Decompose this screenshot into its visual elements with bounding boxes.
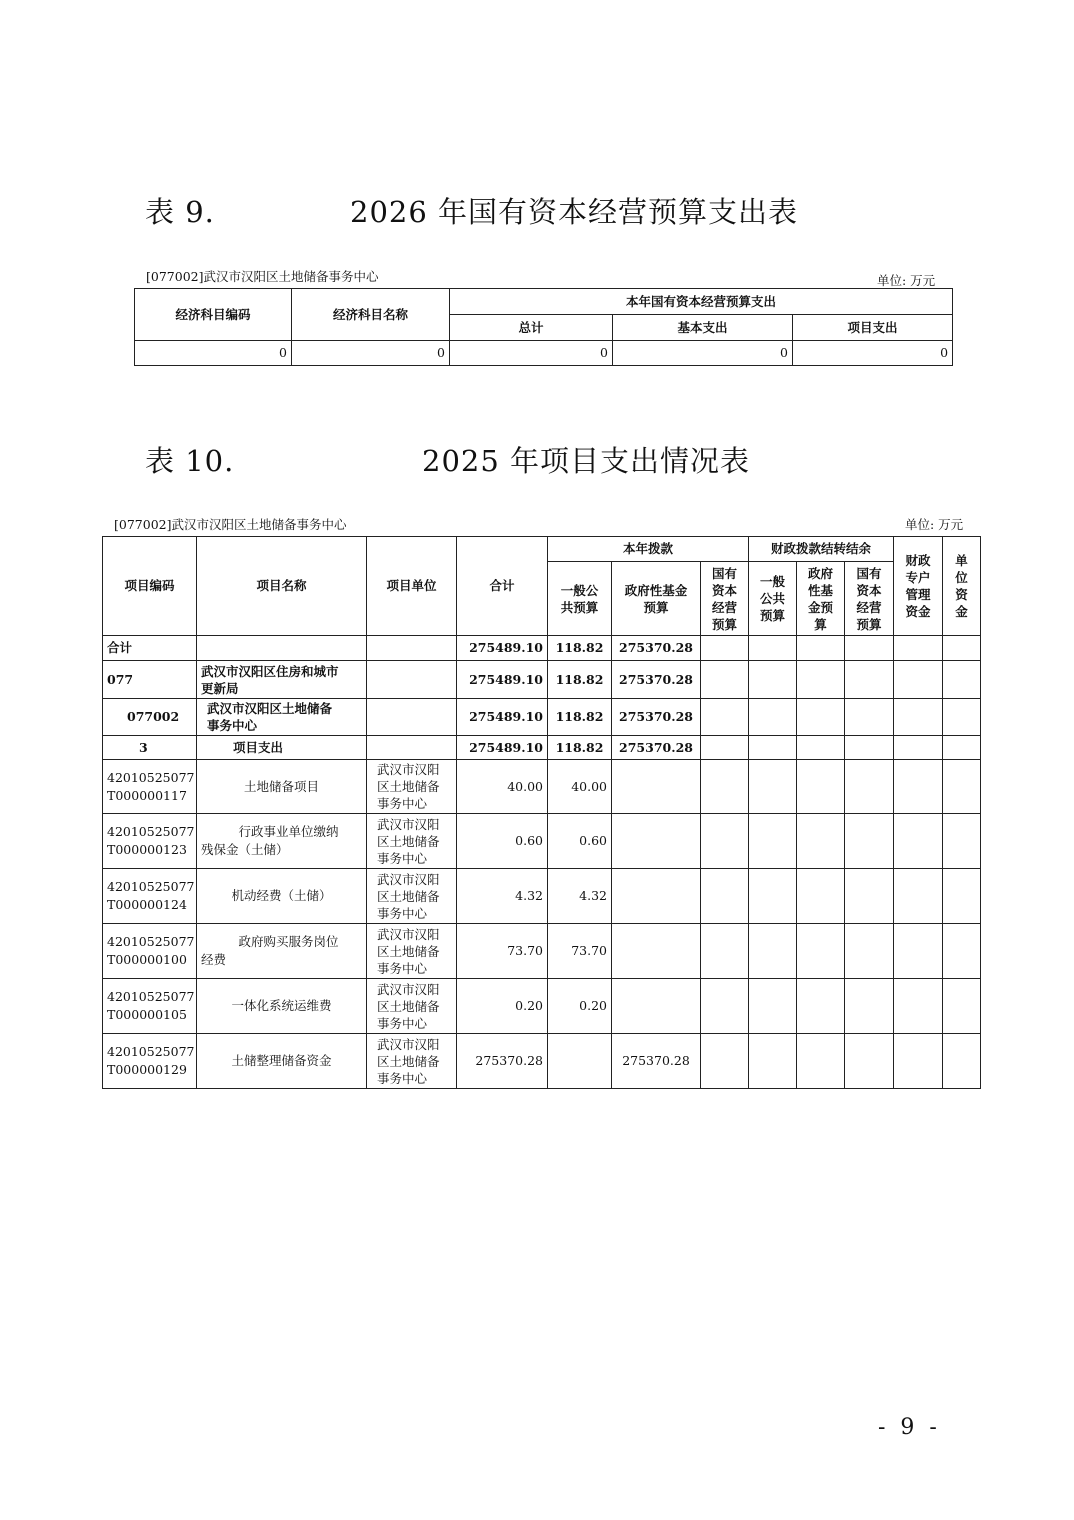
t10-header-g2-general: 一般 公共 预算 [749, 562, 797, 636]
t10-general: 0.20 [548, 979, 612, 1034]
table10 [102, 536, 981, 1089]
t9-cell: 0 [450, 341, 613, 366]
t10-unit: 武汉市汉阳 区土地储备 事务中心 [367, 924, 457, 979]
t10-code: 42010525077 T000000129 [103, 1034, 197, 1089]
t10-unit: 武汉市汉阳 区土地储备 事务中心 [367, 760, 457, 814]
t10-total: 4.32 [457, 869, 548, 924]
t10-header-name: 项目名称 [197, 537, 367, 636]
t10-name: 政府购买服务岗位 经费 [197, 924, 367, 979]
t9-header-group: 本年国有资本经营预算支出 [450, 289, 953, 315]
t10-fund [612, 924, 701, 979]
t9-cell: 0 [292, 341, 450, 366]
t10-header-unit: 项目单位 [367, 537, 457, 636]
table9-label: 表 9. [145, 195, 215, 229]
table-row [103, 979, 981, 1034]
t10-header-own: 单 位 资 金 [943, 537, 981, 636]
t10-name: 行政事业单位缴纳 残保金（土储） [197, 814, 367, 869]
table10-unit-org: [077002]武汉市汉阳区土地储备事务中心 [114, 517, 347, 532]
t9-cell: 0 [793, 341, 953, 366]
t10-name [197, 636, 367, 661]
t10-name: 土地储备项目 [197, 760, 367, 814]
t10-general: 0.60 [548, 814, 612, 869]
t10-name: 武汉市汉阳区住房和城市 更新局 [197, 661, 367, 699]
t10-general: 118.82 [548, 661, 612, 699]
table10-label: 表 10. [145, 444, 235, 478]
t10-name: 武汉市汉阳区土地储备 事务中心 [197, 699, 367, 736]
t10-unit: 武汉市汉阳 区土地储备 事务中心 [367, 979, 457, 1034]
t10-name: 机动经费（土储） [197, 869, 367, 924]
t10-code: 3 [103, 736, 197, 760]
t9-cell: 0 [135, 341, 292, 366]
table-row [103, 636, 981, 661]
t10-fund [612, 760, 701, 814]
t10-general: 40.00 [548, 760, 612, 814]
page-number: - 9 - [878, 1415, 941, 1440]
t10-header-code: 项目编码 [103, 537, 197, 636]
t10-header-group1: 本年拨款 [548, 537, 749, 562]
t10-header-special: 财政 专户 管理 资金 [894, 537, 943, 636]
table10-title: 2025 年项目支出情况表 [422, 444, 751, 478]
t10-fund: 275370.28 [612, 661, 701, 699]
t10-name: 一体化系统运维费 [197, 979, 367, 1034]
t10-unit [367, 661, 457, 699]
t10-fund [612, 979, 701, 1034]
table9 [134, 288, 953, 366]
t10-general: 4.32 [548, 869, 612, 924]
t10-code: 42010525077 T000000124 [103, 869, 197, 924]
t10-code: 42010525077 T000000123 [103, 814, 197, 869]
t9-header-code: 经济科目编码 [135, 289, 292, 341]
t10-unit [367, 699, 457, 736]
table-row [103, 869, 981, 924]
table-row [103, 924, 981, 979]
table9-unit-org: [077002]武汉市汉阳区土地储备事务中心 [146, 269, 379, 284]
t9-header-total: 总计 [450, 315, 613, 341]
t10-header-g1-fund: 政府性基金 预算 [612, 562, 701, 636]
table-row [103, 699, 981, 736]
t10-total: 73.70 [457, 924, 548, 979]
table-row [103, 1034, 981, 1089]
table-row [103, 661, 981, 699]
t10-fund [612, 869, 701, 924]
t10-general: 118.82 [548, 699, 612, 736]
t10-code: 合计 [103, 636, 197, 661]
t10-total: 275489.10 [457, 699, 548, 736]
t10-total: 275489.10 [457, 661, 548, 699]
t10-unit: 武汉市汉阳 区土地储备 事务中心 [367, 814, 457, 869]
t10-unit [367, 736, 457, 760]
table-row [103, 814, 981, 869]
t9-cell: 0 [613, 341, 793, 366]
t10-code: 42010525077 T000000100 [103, 924, 197, 979]
t10-total: 275370.28 [457, 1034, 548, 1089]
t10-name: 项目支出 [197, 736, 367, 760]
t10-fund: 275370.28 [612, 699, 701, 736]
table10-unit: 单位: 万元 [905, 517, 964, 532]
t10-fund [612, 814, 701, 869]
t9-header-name: 经济科目名称 [292, 289, 450, 341]
t9-header-project: 项目支出 [793, 315, 953, 341]
t10-unit: 武汉市汉阳 区土地储备 事务中心 [367, 1034, 457, 1089]
t10-code: 42010525077 T000000105 [103, 979, 197, 1034]
t10-header-g2-fund: 政府 性基 金预 算 [797, 562, 845, 636]
t10-fund: 275370.28 [612, 736, 701, 760]
t10-header-total: 合计 [457, 537, 548, 636]
t10-code: 42010525077 T000000117 [103, 760, 197, 814]
t10-fund: 275370.28 [612, 636, 701, 661]
t10-total: 40.00 [457, 760, 548, 814]
table9-title: 2026 年国有资本经营预算支出表 [350, 195, 799, 229]
t10-general: 73.70 [548, 924, 612, 979]
t10-header-g1-state: 国有 资本 经营 预算 [701, 562, 749, 636]
t10-unit: 武汉市汉阳 区土地储备 事务中心 [367, 869, 457, 924]
t10-general: 118.82 [548, 736, 612, 760]
t10-general: 118.82 [548, 636, 612, 661]
t10-total: 275489.10 [457, 736, 548, 760]
table-row [103, 736, 981, 760]
t10-code: 077 [103, 661, 197, 699]
table9-unit: 单位: 万元 [877, 273, 936, 288]
t10-total: 275489.10 [457, 636, 548, 661]
t10-total: 0.60 [457, 814, 548, 869]
t10-general [548, 1034, 612, 1089]
t10-unit [367, 636, 457, 661]
table-row [135, 341, 953, 366]
t10-code: 077002 [103, 699, 197, 736]
t10-header-group2: 财政拨款结转结余 [749, 537, 894, 562]
t10-name: 土储整理储备资金 [197, 1034, 367, 1089]
t9-header-basic: 基本支出 [613, 315, 793, 341]
t10-total: 0.20 [457, 979, 548, 1034]
t10-fund: 275370.28 [612, 1034, 701, 1089]
t10-header-g2-state: 国有 资本 经营 预算 [845, 562, 894, 636]
t10-header-g1-general: 一般公 共预算 [548, 562, 612, 636]
table-row [103, 760, 981, 814]
